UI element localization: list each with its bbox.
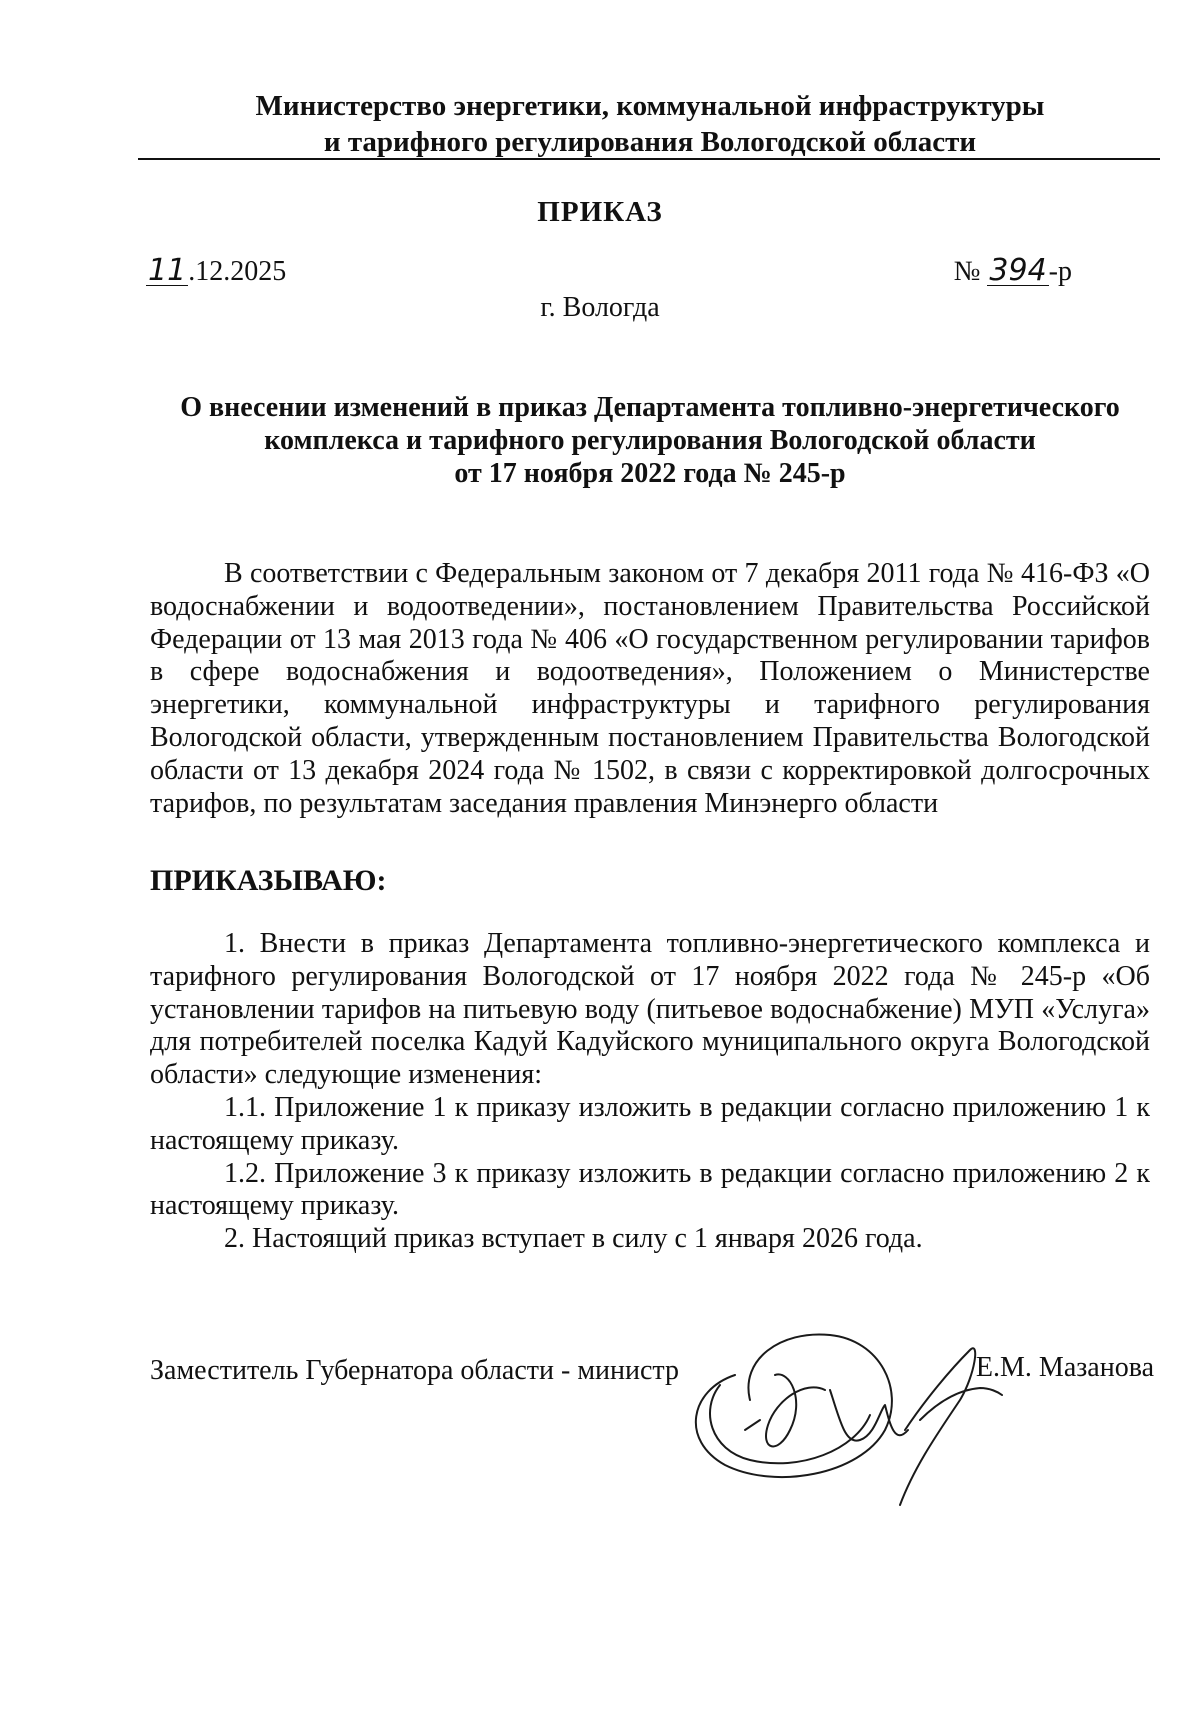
item-1-1: 1.1. Приложение 1 к приказу изложить в редакции согласно приложению 1 к настоящему приказу.	[150, 1091, 1150, 1156]
signatory-position: Заместитель Губернатора области - министр	[150, 1355, 679, 1386]
subject-line-3: от 17 ноября 2022 года № 245-р	[454, 458, 846, 489]
handwritten-number: 394	[989, 253, 1047, 288]
preamble-text: В соответствии с Федеральным законом от 7 декабря 2011 года № 416-ФЗ «О водоснабжении и водоотведении», постановлением Правительства Российской Федерации от 13 мая 2013 года № 406 «О государственном регулировании тарифов в сфере водоснабжения и водоотведения», Положением о Министерстве энергетики, коммунальной инфраструктуры и тарифного регулирования Вологодской области, утвержденным постановлением Правительства Вологодской области от 13 декабря 2024 года № 1502, в связи с корректировкой долгосрочных тарифов, по результатам заседания правления Минэнерго области	[150, 558, 1150, 819]
header-divider	[138, 158, 1160, 160]
order-number	[953, 253, 1072, 288]
preamble	[150, 558, 1150, 820]
ministry-header-line-1: Министерство энергетики, коммунальной инфраструктуры	[255, 90, 1045, 122]
order-date	[146, 253, 287, 288]
handwritten-signature	[680, 1280, 1010, 1520]
item-2: 2. Настоящий приказ вступает в силу с 1 января 2026 года.	[224, 1223, 923, 1255]
item-1-2: 1.2. Приложение 3 к приказу изложить в редакции согласно приложению 2 к настоящему приказу.	[150, 1157, 1150, 1222]
city: г. Вологда	[540, 292, 660, 323]
ministry-header	[140, 88, 1160, 160]
ministry-header-line-2: и тарифного регулирования Вологодской области	[323, 126, 977, 158]
order-items	[150, 928, 1150, 1256]
date-rest: .12.2025	[188, 256, 287, 287]
order-subject	[150, 391, 1150, 490]
number-suffix: -р	[1048, 256, 1072, 287]
order-title: ПРИКАЗ	[537, 196, 663, 228]
item-1: 1. Внести в приказ Департамента топливно-энергетического комплекса и тарифного регулирования Вологодской от 17 ноября 2022 года № 245-р «Об установлении тарифов на питьевую воду (питьевое водоснабжение) МУП «Услуга» для потребителей поселка Кадуй Кадуйского муниципального округа Вологодской области» следующие изменения:	[150, 928, 1150, 1091]
subject-line-1: О внесении изменений в приказ Департамента топливно-энергетического	[180, 392, 1120, 423]
number-prefix: №	[953, 256, 981, 287]
signatory-name: Е.М. Мазанова	[975, 1352, 1154, 1383]
subject-line-2: комплекса и тарифного регулирования Вологодской области	[264, 425, 1036, 456]
handwritten-day: 11	[148, 253, 187, 288]
order-directive: ПРИКАЗЫВАЮ:	[150, 864, 387, 897]
